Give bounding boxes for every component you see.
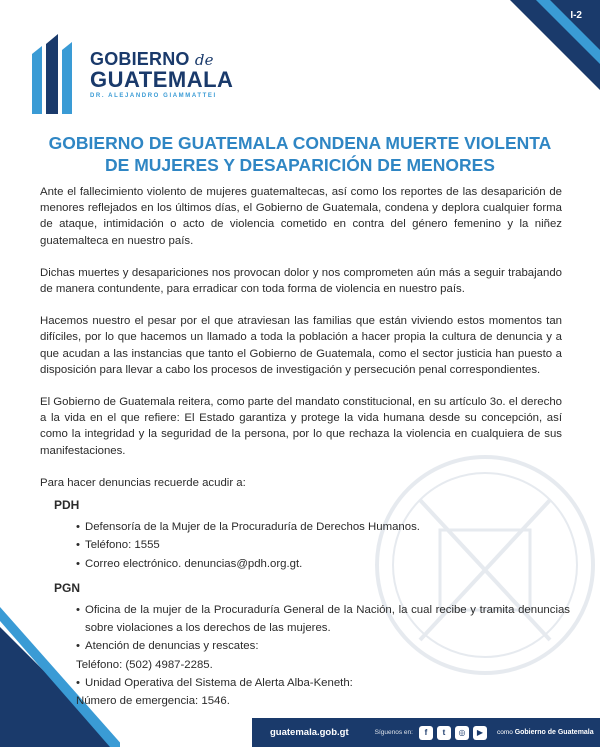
title-line-2: DE MUJERES Y DESAPARICIÓN DE MENORES (105, 155, 495, 175)
list-item: • Defensoría de la Mujer de la Procuraduría de Derechos Humanos. (76, 521, 420, 534)
contacts-section (40, 496, 570, 710)
list-item: • Oficina de la mujer de la Procuraduría General de la Nación, la cual recibe y tramita denuncias sobre violaciones a los derechos de las mujeres. (76, 604, 570, 635)
footer-follow-label: Síguenos en: (374, 729, 413, 736)
page-title (30, 132, 570, 176)
paragraph-4: El Gobierno de Guatemala reitera, como parte del mandato constitucional, en su artículo 3o. el derecho a la vida en el que refiere: El Estado garantiza y protege la vida humana desde su concepción, así como la integridad y la seguridad de la persona, por lo que rechaza la violencia en cualquiera de sus manifestaciones. (40, 396, 562, 457)
footer-handle: como Gobierno de Guatemala (496, 729, 594, 736)
list-item-detail: Teléfono: (502) 4987-2285. (76, 658, 213, 671)
pgn-label: PGN (54, 580, 81, 595)
list-item: • Correo electrónico. denuncias@pdh.org.gt. (76, 557, 303, 570)
logo-text (90, 50, 233, 99)
list-item: • Teléfono: 1555 (76, 539, 160, 552)
logo-line-president: DR. ALEJANDRO GIAMMATTEI (90, 93, 217, 99)
list-item: • Unidad Operativa del Sistema de Alerta Alba-Keneth: (76, 676, 353, 689)
page-number: I-2 (570, 10, 582, 21)
facebook-icon[interactable]: f (419, 726, 433, 740)
pdh-label: PDH (54, 498, 80, 512)
logo-stripes-icon (32, 32, 84, 114)
pgn-list (76, 601, 570, 710)
title-line-1: GOBIERNO DE GUATEMALA CONDENA MUERTE VIOLENTA (48, 133, 552, 153)
government-logo (32, 32, 232, 114)
pdh-list (76, 518, 570, 573)
footer-url-link[interactable]: guatemala.gob.gt (270, 727, 349, 738)
logo-line-gobierno: GOBIERNO de (90, 49, 214, 69)
paragraph-1: Ante el fallecimiento violento de mujeres guatemaltecas, así como los reportes de las desaparición de menores reflejados en los últimos días, el Gobierno de Guatemala, condena y deplora cualquier forma de ataque, intimidación o acto de violencia cometido en contra del género femenino y la niñez guatemalteca en nuestro país. (40, 186, 562, 247)
list-item-detail: Número de emergencia: 1546. (76, 695, 230, 708)
social-icons (419, 726, 491, 740)
twitter-icon[interactable]: t (437, 726, 451, 740)
corner-decoration-top-right (510, 0, 600, 90)
paragraph-5: Para hacer denuncias recuerde acudir a: (40, 476, 246, 489)
paragraph-2: Dichas muertes y desapariciones nos provocan dolor y nos comprometen aún más a seguir trabajando de manera contundente, para erradicar con toda forma de violencia en nuestro país. (40, 266, 562, 296)
body-text (40, 184, 562, 505)
instagram-icon[interactable]: ◎ (455, 726, 469, 740)
list-item: • Atención de denuncias y rescates: (76, 640, 259, 653)
youtube-icon[interactable]: ▶ (473, 726, 487, 740)
logo-line-guatemala: GUATEMALA (90, 67, 234, 92)
footer-bar (252, 718, 600, 747)
paragraph-3: Hacemos nuestro el pesar por el que atraviesan las familias que están viviendo estos momentos tan difíciles, por lo que hacemos un llamado a toda la población a hacer propia la cultura de denuncia y a que acudan a las instancias que tanto el Gobierno de Guatemala, como el sector justicia han puesto a disposición para llevar a cabo los procesos de investigación y persecución penal correspondientes. (40, 315, 562, 376)
